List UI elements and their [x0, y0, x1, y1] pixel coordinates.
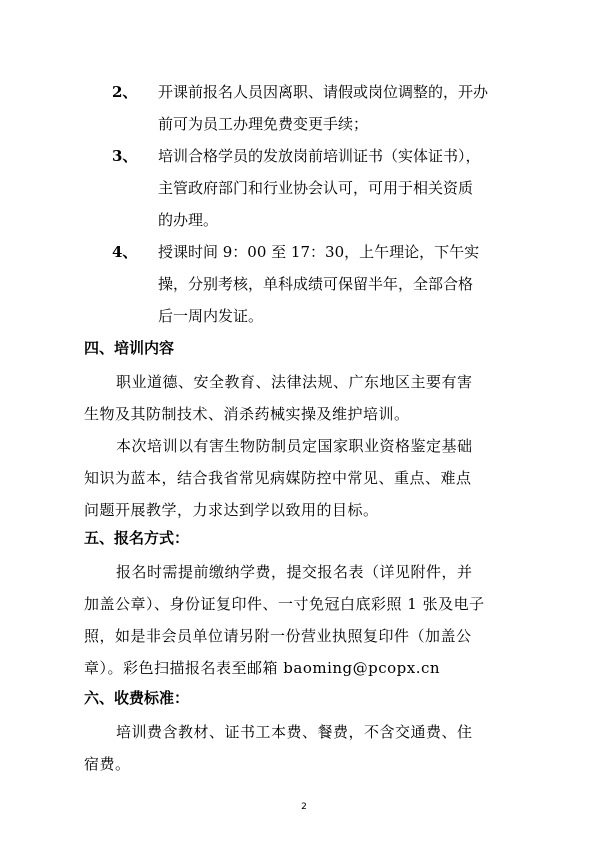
section-heading-registration: 五、报名方式： [84, 529, 190, 547]
paragraph-line: 本次培训以有害生物防制员定国家职业资格鉴定基础 [116, 437, 473, 455]
item-text-line: 授课时间 9：00 至 17：30，上午理论，下午实 [158, 243, 480, 261]
section-heading-training-content: 四、培训内容 [84, 339, 175, 357]
item-text-line: 开课前报名人员因离职、请假或岗位调整的，开办 [158, 83, 489, 101]
section-heading-fees: 六、收费标准： [84, 689, 190, 707]
item-number: 2、 [112, 83, 138, 101]
paragraph-line: 生物及其防制技术、消杀药械实操及维护培训。 [84, 405, 410, 423]
paragraph-line: 报名时需提前缴纳学费，提交报名表（详见附件，并 [116, 563, 473, 581]
paragraph-line: 照，如是非会员单位请另附一份营业执照复印件（加盖公 [84, 627, 472, 645]
paragraph [84, 430, 524, 526]
item-text-line: 后一周内发证。 [158, 307, 264, 325]
paragraph [84, 716, 524, 780]
item-text-line: 主管政府部门和行业协会认可，可用于相关资质 [158, 179, 474, 197]
paragraph-line: 问题开展教学，力求达到学以致用的目标。 [84, 501, 379, 519]
paragraph-line: 职业道德、安全教育、法律法规、广东地区主要有害 [116, 373, 473, 391]
paragraph-line: 培训费含教材、证书工本费、餐费，不含交通费、住 [116, 723, 473, 741]
item-number: 4、 [112, 243, 138, 261]
paragraph-line: 加盖公章）、身份证复印件、一寸免冠白底彩照 1 张及电子 [84, 595, 485, 613]
paragraph-line: 宿费。 [84, 755, 131, 773]
item-text-line: 培训合格学员的发放岗前培训证书（实体证书）， [158, 147, 481, 165]
paragraph-line: 知识为蓝本，结合我省常见病媒防控中常见、重点、难点 [84, 469, 472, 487]
paragraph [84, 556, 524, 684]
page-number: 2 [301, 802, 307, 812]
paragraph-line: 章）。彩色扫描报名表至邮箱 baoming@pcopx.cn [84, 659, 441, 677]
item-text-line: 的办理。 [158, 211, 219, 229]
item-text-line: 操，分别考核，单科成绩可保留半年，全部合格 [158, 275, 474, 293]
paragraph [84, 366, 524, 430]
item-text-line: 前可为员工办理免费变更手续； [158, 115, 369, 133]
item-number: 3、 [112, 147, 138, 165]
